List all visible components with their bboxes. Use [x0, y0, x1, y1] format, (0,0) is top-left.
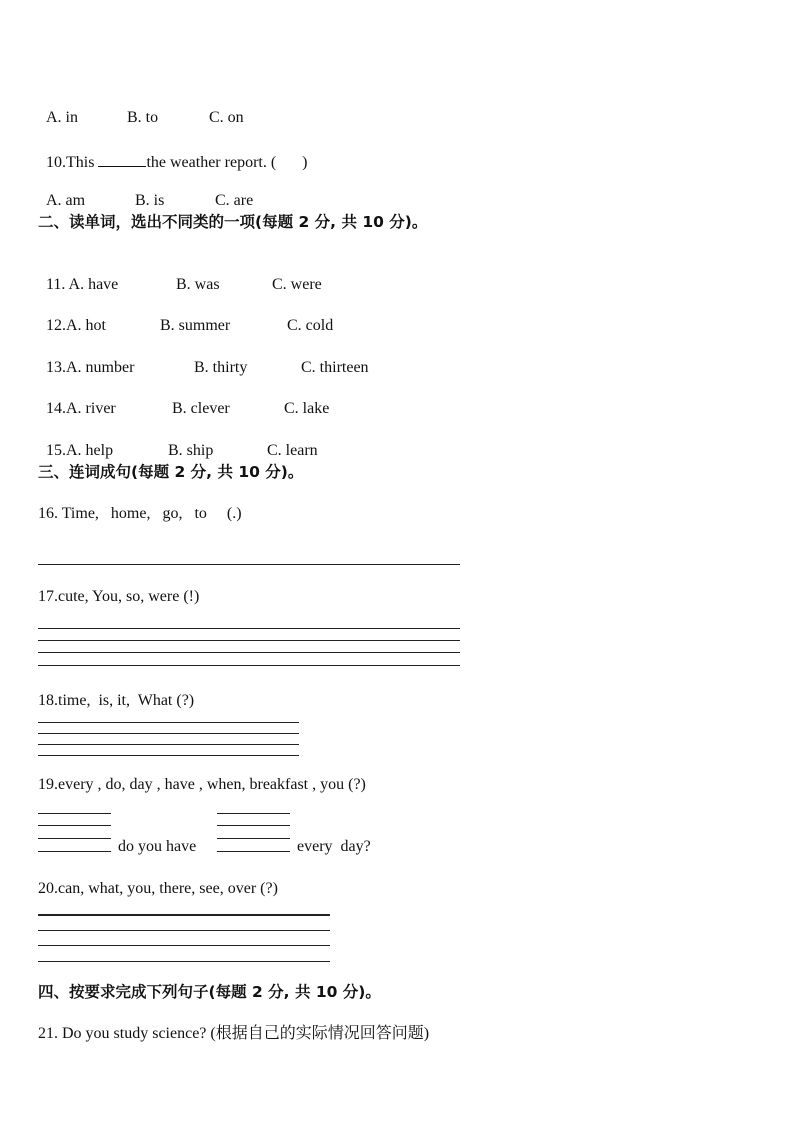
q14-option-a: 14.A. river [46, 400, 116, 417]
question-14 [38, 379, 329, 419]
q16-answer-line[interactable] [38, 564, 460, 565]
q19-blank1-line-2[interactable] [38, 825, 111, 826]
q17-answer-line-4[interactable] [38, 665, 460, 666]
q10-blank[interactable] [98, 150, 146, 167]
question-16: 16. Time, home, go, to (.) [38, 505, 242, 522]
q18-answer-line-3[interactable] [38, 744, 299, 745]
q19-blank1-line-1[interactable] [38, 813, 111, 814]
q17-answer-line-1[interactable] [38, 628, 460, 629]
q18-answer-line-4[interactable] [38, 755, 299, 756]
q19-blank2-line-4[interactable] [217, 851, 290, 852]
q12-option-c: C. cold [287, 317, 334, 334]
q19-blank1-line-3[interactable] [38, 838, 111, 839]
q9-option-a: A. in [46, 109, 78, 126]
q13-option-a: 13.A. number [46, 359, 135, 376]
q9-options [38, 88, 244, 128]
q20-answer-line-4[interactable] [38, 961, 330, 962]
q19-end-text: every day? [297, 838, 371, 855]
section2-title: 二、读单词，选出不同类的一项(每题 2 分, 共 10 分)。 [38, 213, 428, 231]
q12-option-b: B. summer [160, 317, 231, 334]
q10-options [38, 171, 253, 211]
q19-blank2-line-2[interactable] [217, 825, 290, 826]
question-19: 19.every , do, day , have , when, breakfast , you (?) [38, 776, 366, 793]
q11-option-c: C. were [272, 276, 322, 293]
question-12 [38, 296, 333, 336]
q15-option-a: 15.A. help [46, 442, 114, 459]
section3-title: 三、连词成句(每题 2 分, 共 10 分)。 [38, 463, 304, 481]
q15-option-b: B. ship [168, 442, 214, 459]
question-21: 21. Do you study science? (根据自己的实际情况回答问题) [38, 1025, 430, 1042]
q10-prefix: 10.This [46, 154, 99, 171]
question-13 [38, 338, 369, 378]
question-20: 20.can, what, you, there, see, over (?) [38, 880, 278, 897]
q19-middle-text: do you have [118, 838, 197, 855]
q10-question [38, 130, 308, 173]
question-17: 17.cute, You, so, were (!) [38, 588, 200, 605]
q19-blank1-line-4[interactable] [38, 851, 111, 852]
q10-close: ) [302, 154, 308, 171]
question-18: 18.time, is, it, What (?) [38, 692, 195, 709]
q11-option-a: 11. A. have [46, 276, 119, 293]
q19-blank2-line-3[interactable] [217, 838, 290, 839]
q20-answer-line-2[interactable] [38, 930, 330, 931]
section4-title: 四、按要求完成下列句子(每题 2 分, 共 10 分)。 [38, 983, 381, 1001]
q10-option-a: A. am [46, 192, 86, 209]
q10-option-b: B. is [135, 192, 165, 209]
q18-answer-line-1[interactable] [38, 722, 299, 723]
question-11 [38, 255, 322, 295]
q15-option-c: C. learn [267, 442, 318, 459]
q17-answer-line-2[interactable] [38, 640, 460, 641]
question-15 [38, 421, 318, 461]
q13-option-c: C. thirteen [301, 359, 369, 376]
q10-suffix: the weather report. ( [146, 154, 277, 171]
q13-option-b: B. thirty [194, 359, 248, 376]
q17-answer-line-3[interactable] [38, 652, 460, 653]
q20-answer-line-1[interactable] [38, 914, 330, 916]
q20-answer-line-3[interactable] [38, 945, 330, 946]
q10-option-c: C. are [215, 192, 254, 209]
q12-option-a: 12.A. hot [46, 317, 106, 334]
q9-option-b: B. to [127, 109, 159, 126]
q11-option-b: B. was [176, 276, 220, 293]
q18-answer-line-2[interactable] [38, 733, 299, 734]
q14-option-b: B. clever [172, 400, 230, 417]
q9-option-c: C. on [209, 109, 244, 126]
q14-option-c: C. lake [284, 400, 330, 417]
q19-blank2-line-1[interactable] [217, 813, 290, 814]
